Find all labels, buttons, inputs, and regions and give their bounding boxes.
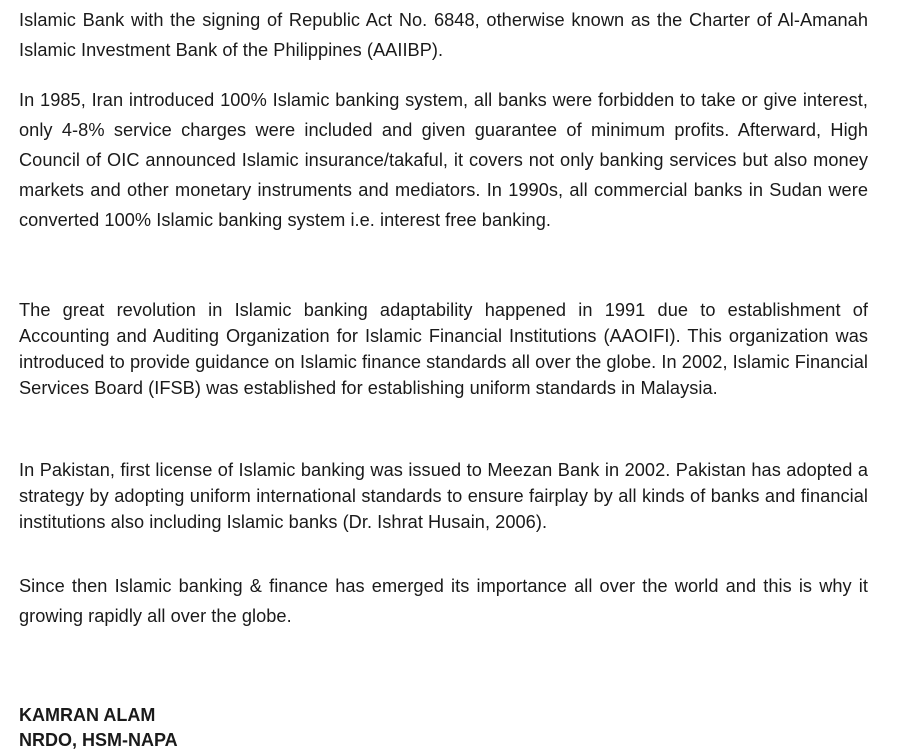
paragraph-iran-1985: In 1985, Iran introduced 100% Islamic banking system, all banks were forbidden to take or give interest, only 4-8% service charges were included and given guarantee of minimum profits. Afterward, High Council of OIC announced Islamic insurance/takaful, it covers not only banking services but also money markets and other monetary instruments and mediators. In 1990s, all commercial banks in Sudan were converted 100% Islamic banking system i.e. interest free banking. <box>19 90 868 230</box>
signature-name: KAMRAN ALAM <box>19 705 156 725</box>
paragraph-aaoifi: The great revolution in Islamic banking adaptability happened in 1991 due to establishment of Accounting and Auditing Organization for Islamic Financial Institutions (AAOIFI). This organization was introduced to provide guidance on Islamic finance standards all over the globe. In 2002, Islamic Financial Services Board (IFSB) was established for establishing uniform standards in Malaysia. <box>19 300 868 398</box>
paragraph-charter: Islamic Bank with the signing of Republic Act No. 6848, otherwise known as the Charter of Al-Amanah Islamic Investment Bank of the Philippines (AAIIBP). <box>19 10 868 60</box>
paragraph-pakistan: In Pakistan, first license of Islamic banking was issued to Meezan Bank in 2002. Pakistan has adopted a strategy by adopting uniform international standards to ensure fairplay by all kinds of banks and financial institutions also including Islamic banks (Dr. Ishrat Husain, 2006). <box>19 460 868 532</box>
signature-title: NRDO, HSM-NAPA <box>19 730 178 750</box>
paragraph-conclusion: Since then Islamic banking & finance has emerged its importance all over the world and this is why it growing rapidly all over the globe. <box>19 576 868 626</box>
